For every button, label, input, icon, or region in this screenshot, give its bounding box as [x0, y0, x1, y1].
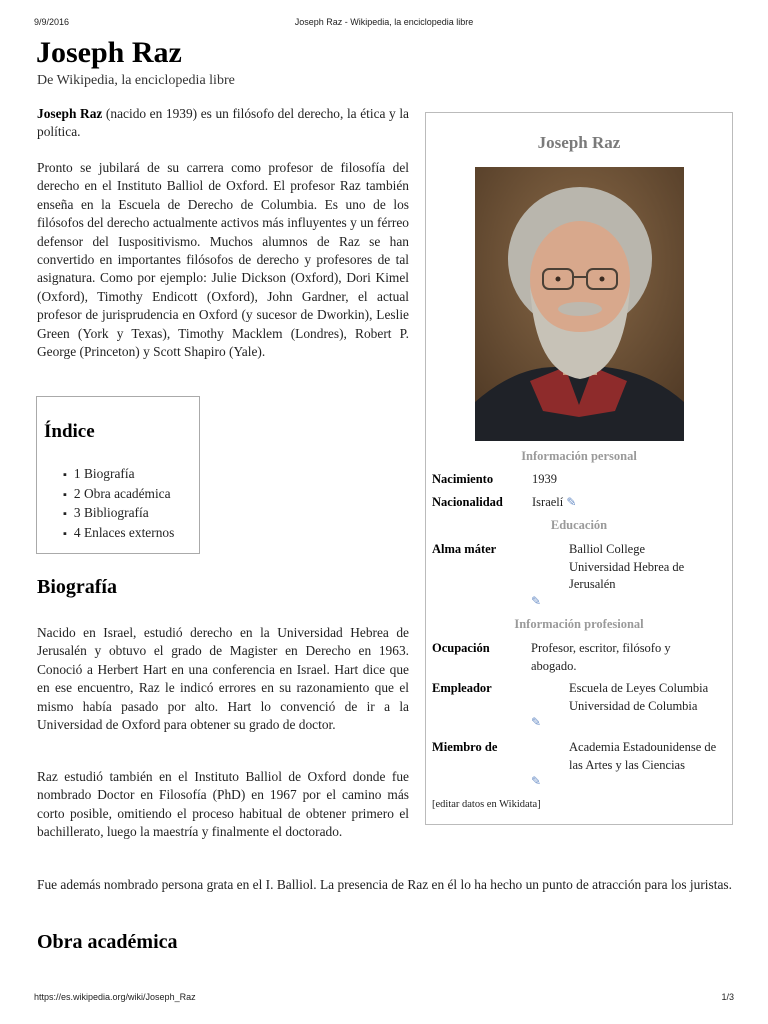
infobox-label-nacionalidad: Nacionalidad: [432, 495, 503, 509]
print-header: [0, 17, 768, 31]
empleador-line-1[interactable]: Escuela de Leyes Columbia: [569, 681, 709, 695]
infobox-value-ocupacion: [531, 640, 671, 675]
edit-pencil-icon[interactable]: ✎: [531, 594, 542, 608]
infobox-value-alma-mater: [569, 541, 684, 594]
toc-item-bibliografia[interactable]: ▪ 3 Bibliografía: [63, 504, 174, 524]
print-page-number: 1/3: [721, 992, 734, 1002]
wikidata-edit-link[interactable]: [editar datos en Wikidata]: [432, 799, 541, 810]
infobox-section-profesional: Información profesional: [514, 617, 644, 631]
intro-text: (nacido en 1939) es un filósofo del derecho, la ética y la política.: [37, 106, 409, 140]
print-footer: [0, 992, 768, 1006]
ocupacion-line-1: Profesor, escritor, filósofo y: [531, 641, 671, 655]
ocupacion-line-2: abogado.: [531, 658, 577, 673]
alma-mater-line-2[interactable]: Universidad Hebrea de: [569, 559, 685, 574]
print-date: 9/9/2016: [34, 17, 70, 27]
infobox-label-nacimiento: Nacimiento: [432, 472, 494, 486]
biografia-paragraph-1: Nacido en Israel, estudió derecho en la Universidad Hebrea de Jerusalén y obtuvo el grado de Magister en Derecho en 1963. Conoció a Herbert Hart en una conferencia en Israel. Hart dice que en ese encuentro, Raz le indicó errores en su razonamiento que el mismo había pasado por alto. Hart lo convenció de ir a la Universidad de Oxford para obtener su grado de doctor.: [37, 625, 409, 733]
edit-pencil-icon[interactable]: ✎: [531, 715, 542, 729]
infobox-label-alma-mater: Alma máter: [432, 542, 497, 556]
empleador-line-2[interactable]: Universidad de Columbia: [569, 698, 698, 713]
section-heading-obra-academica: Obra académica: [37, 931, 178, 953]
edit-pencil-icon[interactable]: ✎: [566, 495, 577, 509]
infobox-section-personal: Información personal: [521, 449, 637, 463]
page-title: Joseph Raz: [36, 36, 182, 69]
infobox-label-empleador: Empleador: [432, 681, 492, 695]
infobox-label-miembro: Miembro de: [432, 740, 498, 754]
print-url: https://es.wikipedia.org/wiki/Joseph_Raz: [34, 992, 196, 1002]
infobox-value-empleador: [569, 680, 708, 715]
intro-name: Joseph Raz: [37, 106, 103, 121]
miembro-line-2[interactable]: las Artes y las Ciencias: [569, 757, 685, 772]
infobox-title: Joseph Raz: [537, 133, 621, 152]
table-of-contents: [36, 396, 200, 554]
career-paragraph: Pronto se jubilará de su carrera como profesor de filosofía del derecho en el Instituto Balliol de Oxford. El profesor Raz también enseña en la Escuela de Derecho de Columbia. Es uno de los filósofos del derecho actualmente activos más influyentes y un férreo defensor del Iuspositivismo. Muchos alumnos de Raz se han convertido en importantes filósofos de derecho y profesores de tal asignatura. Como por ejemplo: Julie Dickson (Oxford), Dori Kimel (Oxford), Timothy Endicott (Oxford), John Gardner, el actual profesor de jurisprudencia en Oxford (y sucesor de Dworkin), Leslie Green (York y Texas), Timothy Macklem (Londres), Robert P. George (Princeton) y Scott Shapiro (Yale).: [37, 160, 409, 360]
biografia-paragraph-2: Raz estudió también en el Instituto Balliol de Oxford donde fue nombrado Doctor en Filosofía (PhD) en 1967 por el camino más corto posible, omitiendo el proceso habitual de obtener primero el bachillerato, luego la maestría y finalmente el doctorado.: [37, 769, 409, 840]
infobox-section-educacion: Educación: [550, 518, 608, 532]
portrait-photo: [475, 167, 684, 441]
alma-mater-line-1[interactable]: Balliol College: [569, 542, 646, 556]
edit-pencil-icon[interactable]: ✎: [531, 774, 542, 788]
toc-title: Índice: [44, 421, 95, 442]
alma-mater-line-3[interactable]: Jerusalén: [569, 577, 616, 592]
biografia-paragraph-3: Fue además nombrado persona grata en el I. Balliol. La presencia de Raz en él lo ha hecho un punto de atracción para los juristas.: [37, 877, 732, 892]
toc-item-biografia[interactable]: ▪ 1 Biografía: [63, 465, 174, 485]
infobox-value-nacimiento: 1939: [532, 472, 557, 486]
nacionalidad-text: Israelí: [532, 495, 564, 509]
print-page-title: Joseph Raz - Wikipedia, la enciclopedia libre: [294, 17, 474, 27]
infobox-label-ocupacion: Ocupación: [432, 641, 490, 655]
miembro-line-1[interactable]: Academia Estadounidense de: [569, 740, 717, 754]
section-heading-biografia: Biografía: [37, 576, 117, 598]
infobox-value-nacionalidad: [532, 494, 576, 512]
toc-item-enlaces-externos[interactable]: ▪ 4 Enlaces externos: [63, 524, 174, 544]
infobox-value-miembro: [569, 739, 716, 774]
infobox: [425, 112, 733, 825]
portrait-image: [475, 167, 684, 441]
intro-paragraph: [37, 105, 409, 142]
page-tagline: De Wikipedia, la enciclopedia libre: [37, 73, 235, 88]
toc-list: [63, 465, 174, 544]
toc-item-obra-academica[interactable]: ▪ 2 Obra académica: [63, 485, 174, 505]
